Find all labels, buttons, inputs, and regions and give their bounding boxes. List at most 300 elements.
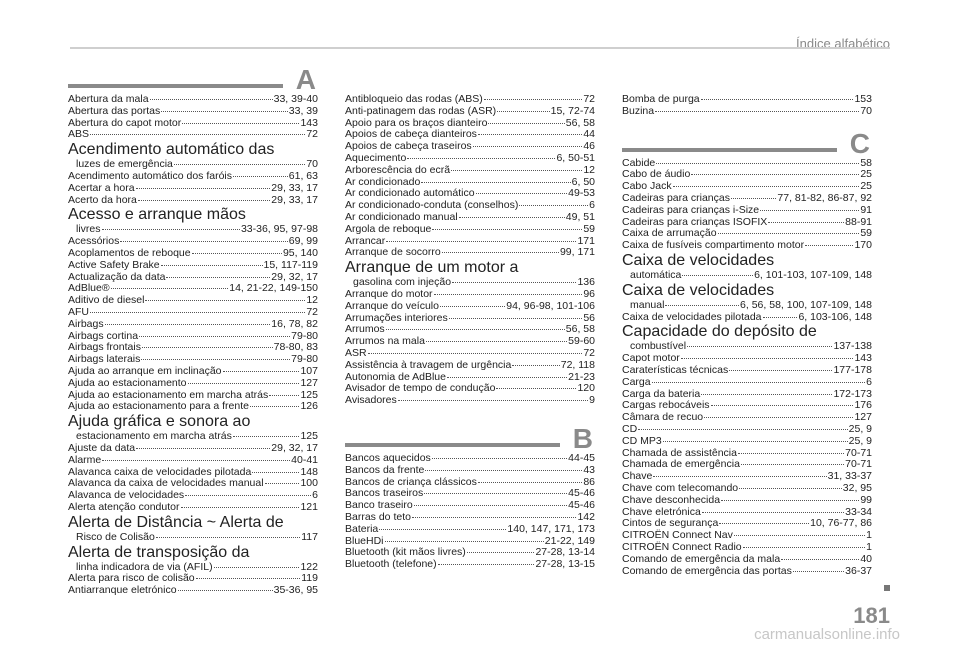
dot-leader [90, 134, 305, 135]
entry-pages: 33-34 [845, 505, 872, 518]
dot-leader [452, 282, 576, 283]
entry-pages: 31, 33-37 [827, 470, 872, 483]
entry-pages: 12 [306, 294, 318, 307]
dot-leader [687, 346, 832, 347]
dot-leader [763, 317, 798, 318]
index-entry[interactable] [622, 424, 872, 436]
entry-label: Alavanca de velocidades [68, 489, 185, 502]
entry-pages: 72, 118 [560, 358, 595, 371]
entry-pages: 36-37 [845, 564, 872, 577]
entry-label: Caixa de velocidades pilotada [622, 310, 762, 323]
page-header [0, 0, 960, 60]
entry-pages: 99 [860, 493, 872, 506]
dot-leader [161, 111, 288, 112]
dot-leader [424, 493, 567, 494]
entry-pages: 148 [300, 465, 318, 478]
dot-leader [734, 535, 865, 536]
entry-pages: 170 [854, 239, 872, 252]
entry-continuation: luzes de emergência [76, 158, 173, 171]
entry-label: Chave desconhecida [622, 493, 721, 506]
entry-pages: 6, 56, 58, 100, 107-109, 148 [740, 298, 872, 311]
entry-pages: 153 [854, 93, 872, 105]
dot-leader [161, 265, 263, 266]
index-entry[interactable] [68, 195, 318, 207]
entry-label: Arrancar [345, 234, 386, 247]
dot-leader [665, 305, 739, 306]
entry-pages: 21-23 [568, 370, 595, 383]
dot-leader [442, 252, 559, 253]
dot-leader [459, 217, 565, 218]
index-list-a-part-2 [345, 94, 595, 407]
entry-label: Bancos da frente [345, 463, 425, 476]
entry-label: Airbags [68, 317, 104, 330]
entry-label: Chave [622, 470, 653, 483]
index-entry[interactable] [68, 366, 318, 378]
section-letter-b: B [572, 422, 593, 454]
dot-leader [250, 406, 300, 407]
entry-pages: 45-46 [568, 499, 595, 512]
entry-pages: 88-91 [845, 215, 872, 228]
index-entry[interactable] [68, 307, 318, 319]
entry-pages: 15, 117-119 [263, 258, 318, 271]
dot-leader [691, 174, 859, 175]
entry-label: ASR [345, 346, 367, 359]
index-entry[interactable] [345, 212, 595, 224]
dot-leader [739, 488, 842, 489]
dot-leader [447, 377, 567, 378]
index-entry[interactable] [622, 365, 872, 377]
dot-leader [652, 382, 866, 383]
entry-label: Bancos traseiros [345, 487, 424, 500]
index-entry[interactable] [68, 319, 318, 331]
entry-continuation: estacionamento em marcha atrás [76, 430, 232, 443]
section-heading-a [68, 64, 318, 95]
index-entry[interactable] [622, 542, 872, 554]
dot-leader [181, 507, 300, 508]
index-entry[interactable] [345, 106, 595, 118]
dot-leader [233, 176, 288, 177]
entry-pages: 61, 63 [288, 169, 318, 182]
index-list-c [622, 158, 872, 578]
entry-label: Airbags laterais [68, 353, 141, 366]
dot-leader [711, 405, 854, 406]
index-entry[interactable] [68, 183, 318, 195]
entry-label: Ajuda ao estacionamento para a frente [68, 400, 249, 413]
dot-leader [478, 134, 582, 135]
entry-label: Cabo Jack [622, 180, 672, 193]
index-entry[interactable] [68, 106, 318, 118]
entry-label: Antibloqueio das rodas (ABS) [345, 93, 483, 105]
entry-pages: 59 [583, 222, 595, 235]
dot-leader [488, 123, 564, 124]
header-title: Índice alfabético [796, 36, 890, 51]
dot-leader [150, 99, 273, 100]
dot-leader [90, 312, 305, 313]
entry-pages: 72 [583, 93, 595, 105]
entry-pages: 91 [860, 203, 872, 216]
dot-leader [701, 394, 832, 395]
entry-label: Bluetooth (telefone) [345, 558, 437, 571]
dot-leader [663, 441, 848, 442]
entry-pages: 25, 9 [848, 422, 872, 435]
index-entry[interactable] [345, 360, 595, 372]
entry-label: ABS [68, 128, 90, 141]
entry-label: Avisadores [345, 394, 397, 407]
dot-leader [738, 453, 844, 454]
entry-pages: 25 [860, 168, 872, 181]
dot-leader [760, 210, 859, 211]
entry-pages: 35-36, 95 [273, 584, 318, 597]
index-entry[interactable] [68, 141, 318, 171]
entry-pages: 6, 50-51 [556, 151, 595, 164]
entry-pages: 107 [300, 364, 318, 377]
dot-leader [102, 460, 290, 461]
entry-label: Ar condicionado-conduta (conselhos) [345, 199, 519, 212]
index-entry[interactable] [622, 483, 872, 495]
dot-leader [440, 306, 505, 307]
entry-pages: 100 [300, 477, 318, 490]
index-entry[interactable] [622, 323, 872, 353]
dot-leader [102, 229, 240, 230]
index-entry[interactable] [345, 259, 595, 289]
index-entry[interactable] [622, 412, 872, 424]
dot-leader [673, 186, 860, 187]
index-entry[interactable] [622, 106, 872, 118]
dot-leader [497, 111, 549, 112]
entry-label: Caixa de velocidades [622, 251, 775, 269]
dot-leader [682, 275, 753, 276]
entry-pages: 126 [300, 400, 318, 413]
entry-label: Alerta de Distância ~ Alerta de [68, 513, 284, 531]
entry-pages: 6, 50 [571, 175, 595, 188]
entry-pages: 29, 33, 17 [271, 181, 318, 194]
entry-pages: 29, 33, 17 [271, 193, 318, 206]
entry-label: Ajuda ao estacionamento em marcha atrás [68, 388, 269, 401]
entry-pages: 142 [577, 510, 595, 523]
dot-leader [368, 353, 583, 354]
dot-leader [141, 359, 290, 360]
dot-leader [449, 318, 583, 319]
index-entry[interactable] [622, 566, 872, 578]
entry-label: Autonomia de AdBlue [345, 370, 446, 383]
entry-pages: 29, 32, 17 [271, 270, 318, 283]
entry-label: Acoplamentos de reboque [68, 246, 191, 259]
entry-pages: 14, 21-22, 149-150 [229, 282, 318, 295]
entry-label: Anti-patinagem das rodas (ASR) [345, 104, 497, 117]
entry-pages: 10, 76-77, 86 [810, 517, 872, 530]
watermark: carmanualsonline.info [754, 626, 900, 643]
entry-pages: 45-46 [568, 487, 595, 500]
entry-label: Alarme [68, 453, 102, 466]
dot-leader [655, 111, 859, 112]
index-entry[interactable] [68, 206, 318, 236]
index-entry[interactable] [622, 377, 872, 389]
entry-pages: 70-71 [845, 458, 872, 471]
entry-label: Chave eletrónica [622, 505, 701, 518]
index-entry[interactable] [68, 171, 318, 183]
entry-label: CD MP3 [622, 434, 662, 447]
entry-label: Avisador de tempo de condução [345, 382, 496, 395]
dot-leader [473, 146, 583, 147]
entry-label: Alerta de transposição da [68, 543, 250, 561]
entry-label: Acesso e arranque mãos [68, 206, 246, 224]
entry-label: Abertura das portas [68, 104, 161, 117]
section-letter-a: A [295, 64, 316, 95]
entry-label: Cabo de áudio [622, 168, 691, 181]
index-entry[interactable] [68, 413, 318, 443]
index-entry[interactable] [622, 282, 872, 312]
entry-pages: 9 [589, 394, 595, 407]
dot-leader [233, 436, 300, 437]
index-entry[interactable] [68, 129, 318, 141]
index-entry[interactable] [345, 301, 595, 313]
entry-label: Acendimento automático das [68, 141, 275, 159]
index-column-3 [622, 74, 872, 577]
index-entry[interactable] [622, 205, 872, 217]
entry-label: AFU [68, 305, 89, 318]
dot-leader [653, 476, 826, 477]
entry-label: Airbags frontais [68, 341, 141, 354]
dot-leader [120, 241, 287, 242]
dot-leader [385, 541, 544, 542]
index-entry[interactable] [68, 401, 318, 413]
index-entry[interactable] [345, 247, 595, 259]
dot-leader [182, 123, 299, 124]
entry-label: Acertar a hora [68, 181, 135, 194]
index-entry[interactable] [345, 224, 595, 236]
entry-label: Cintos de segurança [622, 517, 719, 530]
entry-pages: 33-36, 95, 97-98 [240, 223, 318, 236]
index-entry[interactable] [622, 252, 872, 282]
entry-pages: 137-138 [833, 340, 872, 353]
index-entry[interactable] [622, 240, 872, 252]
entry-label: Bateria [345, 522, 379, 535]
index-entry[interactable] [345, 153, 595, 165]
entry-label: Ar condicionado manual [345, 210, 458, 223]
index-entry[interactable] [68, 544, 318, 574]
dot-leader [398, 400, 588, 401]
entry-pages: 40-41 [291, 453, 318, 466]
entry-pages: 44-45 [568, 451, 595, 464]
entry-continuation: gasolina com injeção [353, 276, 452, 289]
entry-pages: 44 [583, 128, 595, 141]
entry-label: Bancos aquecidos [345, 451, 431, 464]
entry-continuation: automática [630, 268, 682, 281]
dot-leader [105, 324, 271, 325]
entry-label: Aquecimento [345, 151, 407, 164]
dot-leader [156, 537, 300, 538]
entry-label: Argola de reboque [345, 222, 432, 235]
entry-pages: 6 [312, 489, 318, 502]
index-entry[interactable] [68, 502, 318, 514]
dot-leader [136, 448, 270, 449]
entry-label: Caraterísticas técnicas [622, 363, 729, 376]
dot-leader [768, 222, 844, 223]
dot-leader [478, 482, 582, 483]
dot-leader [467, 552, 535, 553]
index-entry[interactable] [622, 94, 872, 106]
entry-label: Capot motor [622, 352, 680, 365]
entry-pages: 69, 99 [288, 235, 318, 248]
entry-label: Alavanca da caixa de velocidades manual [68, 477, 264, 490]
entry-pages: 16, 78, 82 [271, 317, 318, 330]
entry-pages: 27-28, 13-15 [535, 558, 595, 571]
dot-leader [519, 205, 588, 206]
entry-label: Ajuda ao arranque em inclinação [68, 364, 222, 377]
dot-leader [432, 229, 582, 230]
entry-pages: 6 [589, 199, 595, 212]
entry-label: Caixa de fusíveis compartimento motor [622, 239, 805, 252]
entry-pages: 119 [301, 572, 318, 585]
dot-leader [805, 245, 853, 246]
entry-label: Alavanca caixa de velocidades pilotada [68, 465, 252, 478]
index-entry[interactable] [345, 336, 595, 348]
index-entry[interactable] [68, 118, 318, 130]
entry-pages: 95, 140 [282, 246, 318, 259]
entry-label: Apoios de cabeça traseiros [345, 140, 472, 153]
index-entry[interactable] [345, 395, 595, 407]
dot-leader [214, 567, 300, 568]
entry-label: CITROËN Connect Radio [622, 540, 742, 553]
index-entry[interactable] [622, 436, 872, 448]
entry-label: Airbags cortina [68, 329, 139, 342]
dot-leader [512, 365, 559, 366]
index-entry[interactable] [68, 378, 318, 390]
entry-pages: 99, 171 [559, 246, 595, 259]
dot-leader [145, 300, 305, 301]
index-entry[interactable] [345, 165, 595, 177]
entry-pages: 21-22, 149 [544, 534, 595, 547]
index-entry[interactable] [345, 453, 595, 465]
dot-leader [741, 464, 844, 465]
entry-pages: 77, 81-82, 86-87, 92 [777, 191, 872, 204]
entry-label: Banco traseiro [345, 499, 413, 512]
dot-leader [414, 505, 567, 506]
entry-continuation: linha indicadora de via (AFIL) [76, 560, 213, 573]
entry-label: Acerto da hora [68, 193, 137, 206]
entry-pages: 70 [306, 158, 318, 171]
entry-pages: 127 [300, 376, 318, 389]
entry-pages: 46 [583, 140, 595, 153]
entry-label: Ajuda ao estacionamento [68, 376, 187, 389]
entry-pages: 6 [866, 375, 872, 388]
index-entry[interactable] [622, 554, 872, 566]
section-bar [68, 84, 283, 88]
dot-leader [681, 358, 854, 359]
entry-pages: 121 [300, 500, 318, 513]
entry-label: Arrumações interiores [345, 311, 448, 324]
entry-pages: 6, 101-103, 107-109, 148 [754, 268, 872, 281]
section-letter-c: C [849, 127, 870, 159]
index-entry[interactable] [345, 289, 595, 301]
index-entry[interactable] [68, 514, 318, 544]
dot-leader [438, 564, 535, 565]
entry-label: Cargas rebocáveis [622, 399, 710, 412]
dot-leader [476, 193, 568, 194]
dot-leader [718, 233, 860, 234]
entry-pages: 143 [854, 352, 872, 365]
index-entry[interactable] [68, 585, 318, 597]
index-entry[interactable] [345, 559, 595, 571]
index-entry[interactable] [622, 495, 872, 507]
entry-pages: 59 [860, 227, 872, 240]
index-entry[interactable] [68, 295, 318, 307]
entry-pages: 127 [854, 411, 872, 424]
index-entry[interactable] [345, 465, 595, 477]
index-list-a-part-1 [68, 94, 318, 597]
dot-leader [432, 458, 567, 459]
entry-pages: 79-80 [291, 353, 318, 366]
dot-leader [111, 288, 229, 289]
entry-label: Acendimento automático dos faróis [68, 169, 233, 182]
index-list-b-part-1 [345, 453, 595, 571]
index-entry[interactable] [68, 248, 318, 260]
entry-pages: 79-80 [291, 329, 318, 342]
dot-leader [702, 512, 844, 513]
dot-leader [701, 99, 854, 100]
entry-label: Arranque do veículo [345, 299, 439, 312]
entry-label: Bluetooth (kit mãos livres) [345, 546, 466, 559]
dot-leader [188, 383, 300, 384]
index-entry[interactable] [345, 524, 595, 536]
dot-leader [721, 500, 859, 501]
index-entry[interactable] [68, 443, 318, 455]
entry-label: Arrumos na mala [345, 335, 425, 348]
entry-label: Caixa de arrumação [622, 227, 717, 240]
dot-leader [265, 483, 300, 484]
dot-leader [178, 590, 273, 591]
entry-pages: 70 [860, 104, 872, 117]
index-entry[interactable] [68, 455, 318, 467]
entry-label: Alerta para risco de colisão [68, 572, 195, 585]
dot-leader [729, 370, 832, 371]
entry-continuation: Risco de Colisão [76, 530, 155, 543]
dot-leader [451, 170, 582, 171]
index-entry[interactable] [345, 348, 595, 360]
dot-leader [781, 559, 859, 560]
entry-pages: 40 [860, 552, 872, 565]
entry-label: Apoio para os braços dianteiro [345, 116, 488, 129]
entry-pages: 171 [577, 234, 595, 247]
entry-pages: 125 [300, 430, 318, 443]
index-entry[interactable] [345, 512, 595, 524]
dot-leader [412, 517, 577, 518]
entry-label: Cadeiras para crianças [622, 191, 730, 204]
index-entry[interactable] [622, 193, 872, 205]
entry-pages: 15, 72-74 [550, 104, 595, 117]
entry-label: CD [622, 422, 638, 435]
dot-leader [379, 529, 506, 530]
entry-label: Chave com telecomando [622, 481, 739, 494]
entry-pages: 25 [860, 180, 872, 193]
entry-pages: 122 [300, 560, 318, 573]
entry-label: Abertura do capot motor [68, 116, 182, 129]
entry-label: Chamada de emergência [622, 458, 740, 471]
entry-label: Aditivo de diesel [68, 294, 145, 307]
entry-continuation: manual [630, 298, 665, 311]
index-entry[interactable] [68, 260, 318, 272]
entry-pages: 33, 39 [288, 104, 318, 117]
entry-label: Ar condicionado automático [345, 187, 475, 200]
header-rule [70, 47, 890, 49]
dot-leader [425, 470, 582, 471]
index-entry[interactable] [622, 312, 872, 324]
entry-label: BlueHDi [345, 534, 384, 547]
entry-label: Arrumos [345, 323, 385, 336]
entry-pages: 136 [577, 276, 595, 289]
dot-leader [638, 429, 847, 430]
dot-leader [136, 188, 271, 189]
